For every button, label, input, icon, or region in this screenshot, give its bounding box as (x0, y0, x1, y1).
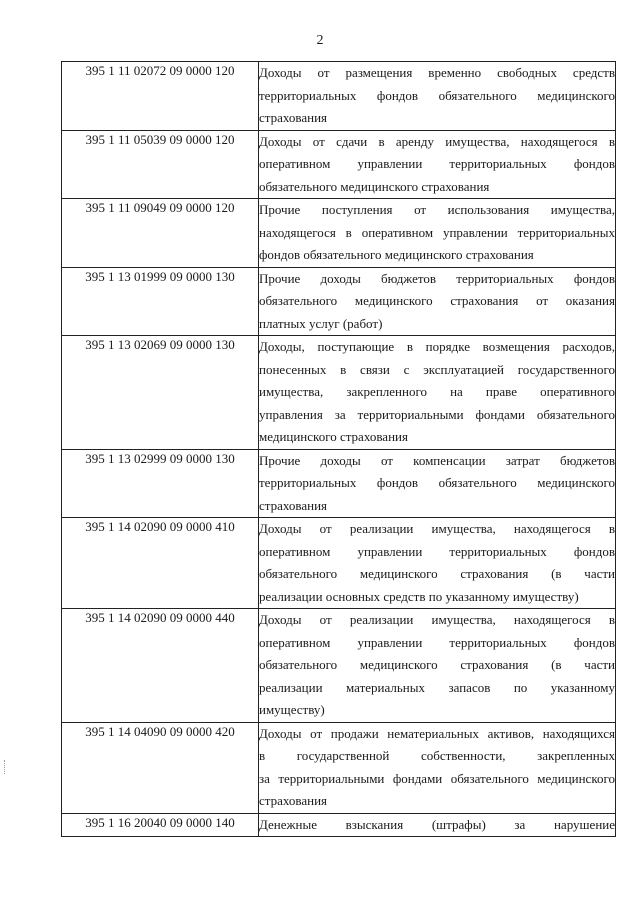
description-line: Доходы от размещения временно свободных средств (259, 65, 615, 80)
description-line: Прочие доходы от компенсации затрат бюджетов (259, 452, 615, 468)
description-line: понесенных в связи с эксплуатацией государственного (259, 361, 615, 377)
description-line: оперативном управлении территориальных фондов (259, 156, 615, 171)
budget-code: 395 1 11 02072 09 0000 120 (62, 62, 259, 131)
description-line: страхования (259, 793, 328, 808)
table-row (62, 518, 616, 609)
income-description (259, 199, 616, 268)
description-line: в государственной собственности, закрепленных (259, 748, 615, 763)
table-row (62, 199, 616, 268)
description-line: Денежные взыскания (штрафы) за нарушение (259, 816, 615, 832)
table-row (62, 449, 616, 518)
description-line: Доходы от реализации имущества, находящегося в (259, 521, 615, 536)
description-line: имущества, закрепленного на праве оперативного (259, 384, 615, 399)
description-line: Доходы от сдачи в аренду имущества, находящегося в (259, 133, 615, 149)
table-body (62, 62, 616, 837)
description-line: имуществу) (259, 702, 325, 717)
description-line: обязательного медицинского страхования (в части (259, 566, 615, 581)
description-line: управления за территориальными фондами обязательного (259, 406, 615, 422)
income-description (259, 267, 616, 336)
budget-code: 395 1 14 04090 09 0000 420 (62, 722, 259, 813)
budget-code: 395 1 13 02069 09 0000 130 (62, 336, 259, 450)
table-row (62, 722, 616, 813)
income-description (259, 336, 616, 450)
table-row (62, 62, 616, 131)
description-line: Доходы, поступающие в порядке возмещения расходов, (259, 339, 615, 354)
table-row (62, 267, 616, 336)
description-line: страхования (259, 497, 328, 513)
income-description (259, 609, 616, 723)
income-description (259, 722, 616, 813)
budget-code: 395 1 11 09049 09 0000 120 (62, 199, 259, 268)
description-line: Доходы от продажи нематериальных активов, находящихся (259, 725, 615, 741)
income-description (259, 449, 616, 518)
description-line: оперативном управлении территориальных фондов (259, 543, 615, 559)
description-line: за территориальными фондами обязательного медицинского (259, 770, 615, 786)
income-description (259, 813, 616, 837)
margin-mark (4, 760, 6, 774)
table-row (62, 130, 616, 199)
description-line: обязательного медицинского страхования (в части (259, 657, 615, 672)
description-line: реализации материальных запасов по указанному (259, 679, 615, 695)
table-row (62, 609, 616, 723)
budget-code: 395 1 11 05039 09 0000 120 (62, 130, 259, 199)
description-line: территориальных фондов обязательного медицинского (259, 475, 615, 490)
income-description (259, 62, 616, 131)
description-line: реализации основных средств по указанному имуществу) (259, 588, 579, 604)
description-line: фондов обязательного медицинского страхования (259, 247, 534, 262)
budget-codes-table (61, 61, 616, 837)
description-line: медицинского страхования (259, 429, 408, 444)
description-line: Прочие поступления от использования имущества, (259, 202, 615, 217)
description-line: обязательного медицинского страхования (259, 178, 490, 194)
income-description (259, 518, 616, 609)
table-row (62, 813, 616, 837)
description-line: страхования (259, 110, 328, 125)
table-row (62, 336, 616, 450)
budget-code: 395 1 14 02090 09 0000 410 (62, 518, 259, 609)
budget-code: 395 1 16 20040 09 0000 140 (62, 813, 259, 837)
description-line: Доходы от реализации имущества, находящегося в (259, 612, 615, 627)
budget-code: 395 1 13 01999 09 0000 130 (62, 267, 259, 336)
description-line: находящегося в оперативном управлении территориальных (259, 224, 615, 240)
description-line: платных услуг (работ) (259, 315, 383, 331)
budget-code: 395 1 14 02090 09 0000 440 (62, 609, 259, 723)
page-number: 2 (316, 33, 324, 48)
description-line: Прочие доходы бюджетов территориальных фондов (259, 270, 615, 286)
description-line: обязательного медицинского страхования от оказания (259, 293, 615, 308)
description-line: территориальных фондов обязательного медицинского (259, 87, 615, 103)
budget-code: 395 1 13 02999 09 0000 130 (62, 449, 259, 518)
description-line: оперативном управлении территориальных фондов (259, 634, 615, 650)
income-description (259, 130, 616, 199)
